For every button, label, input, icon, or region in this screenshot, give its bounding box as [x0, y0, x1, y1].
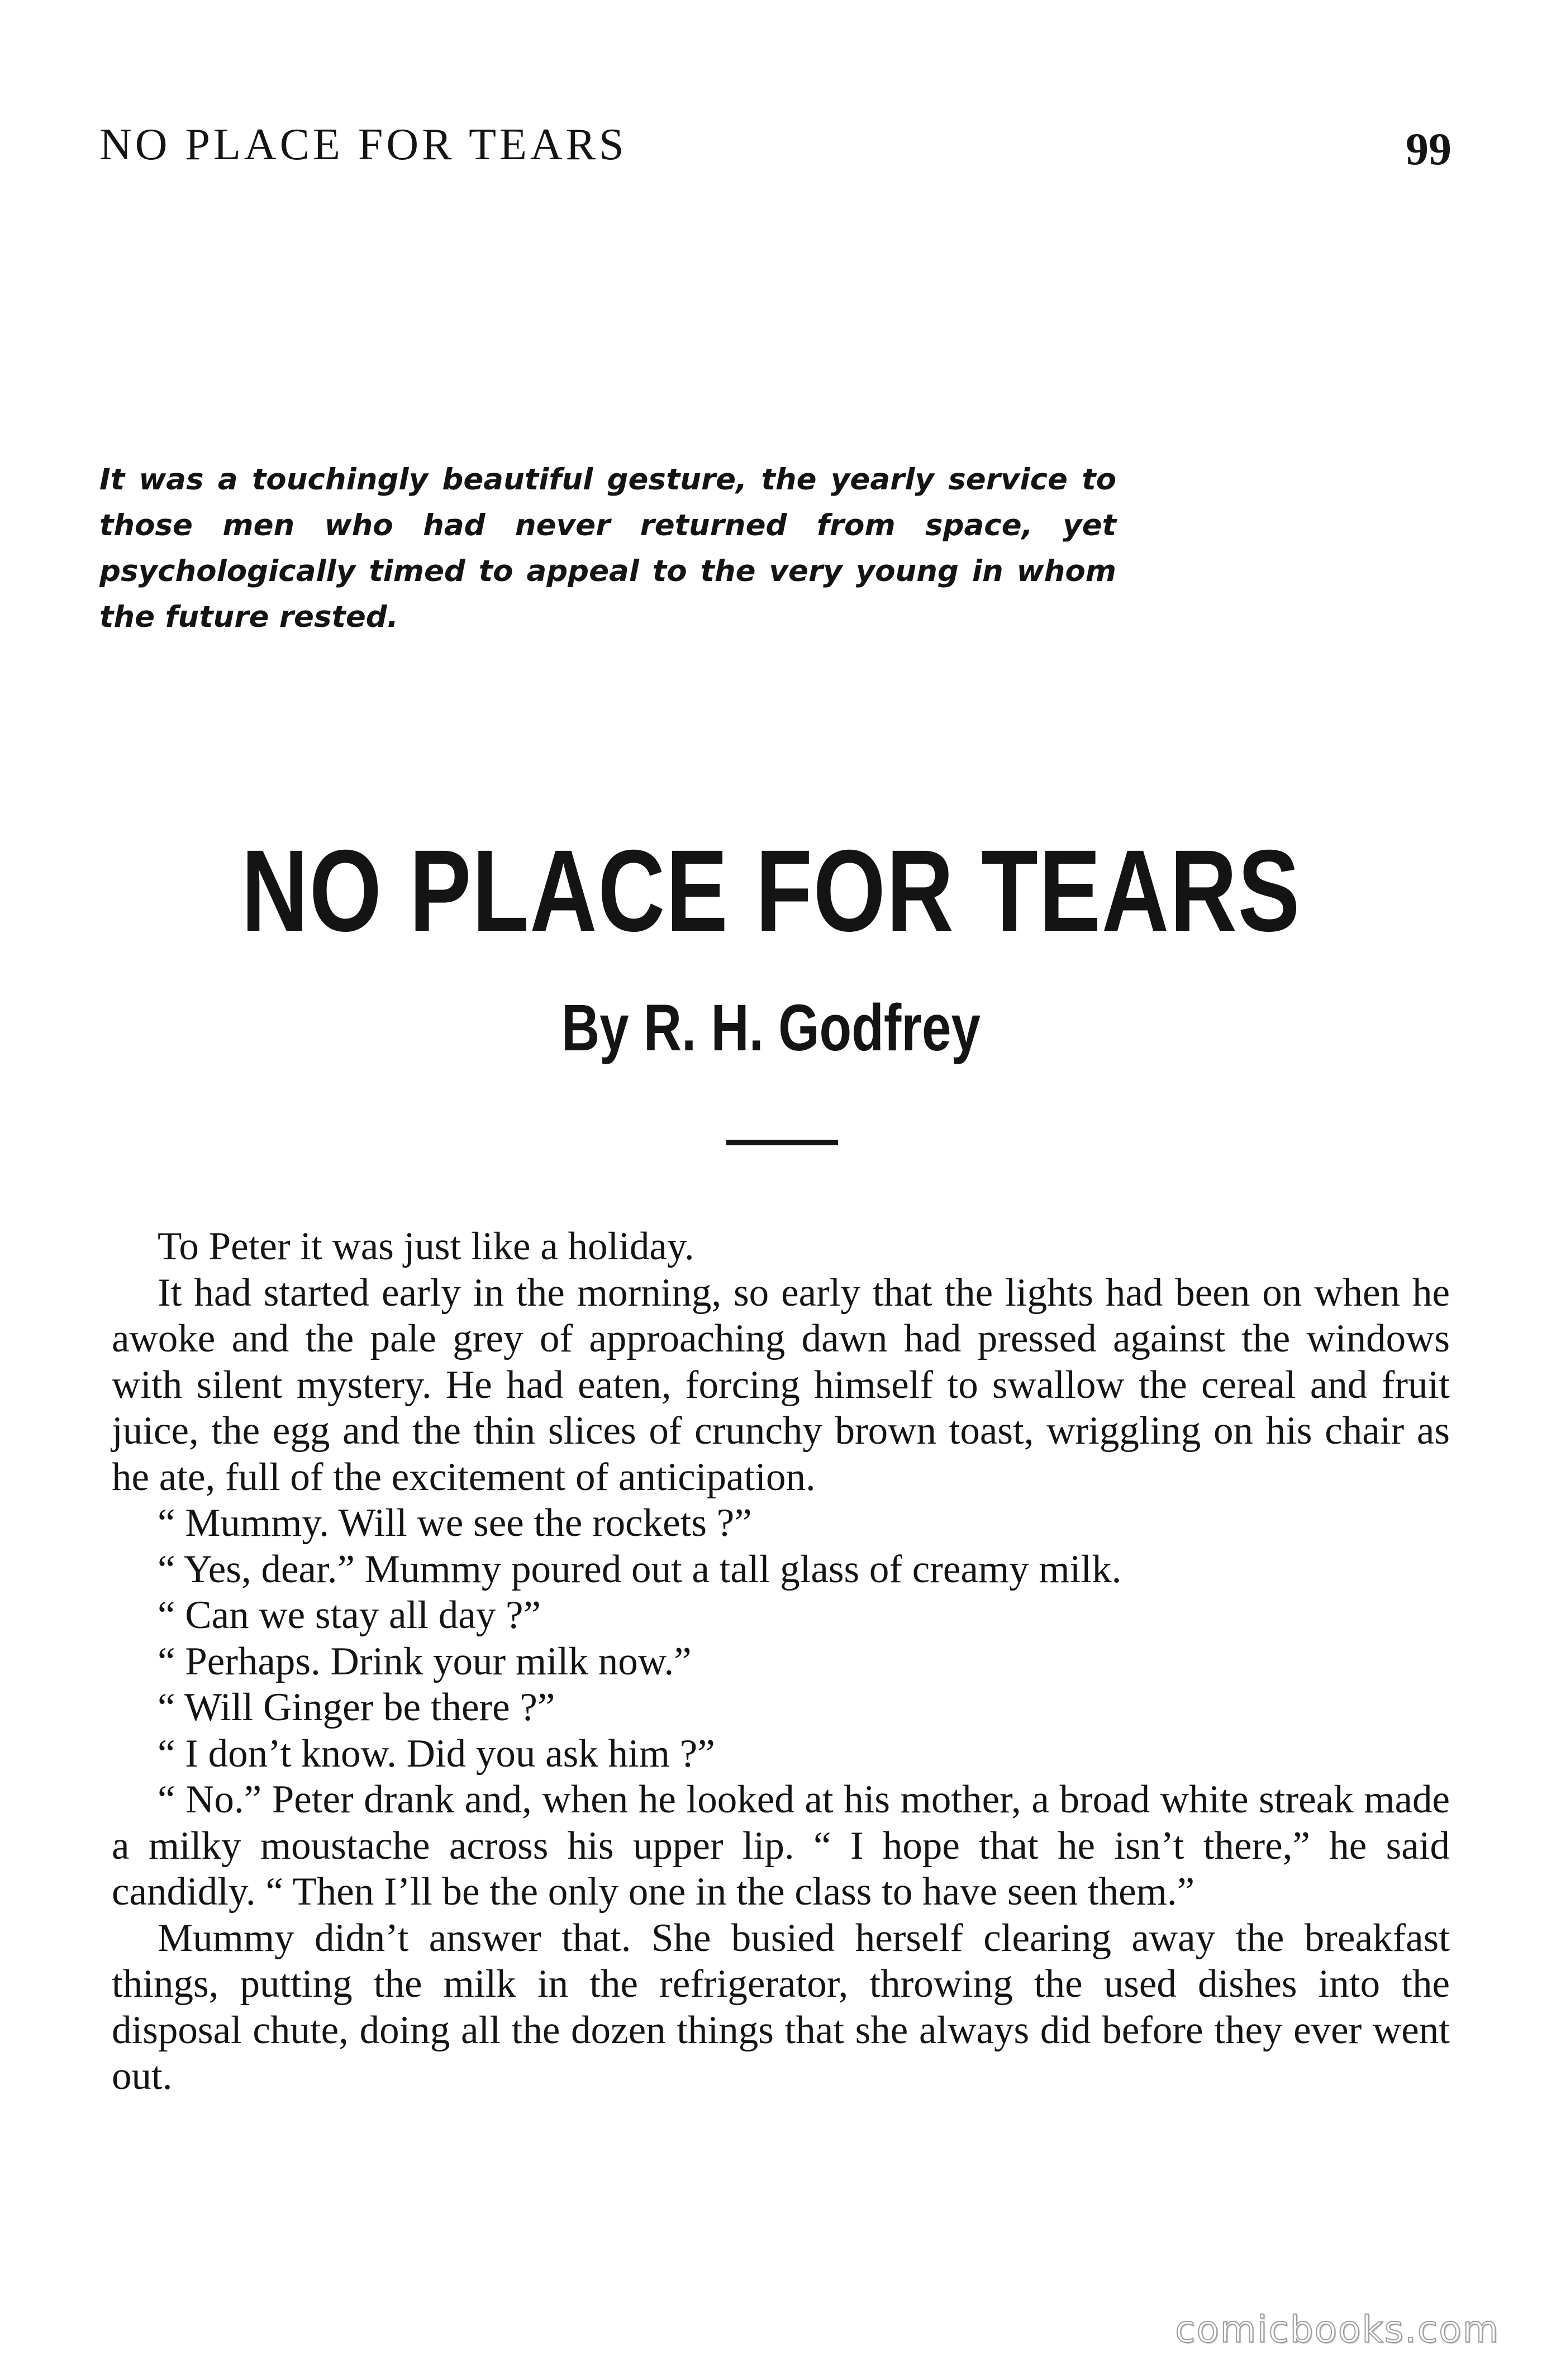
paragraph-6: “ Perhaps. Drink your milk now.”	[158, 1639, 692, 1683]
paragraph-1: To Peter it was just like a holiday.	[158, 1225, 694, 1268]
running-title: NO PLACE FOR TEARS	[99, 120, 627, 169]
paragraph-10: Mummy didn’t answer that. She busied herself clearing away the breakfast things, putting the milk in the refrigerator, throwing the used dishes into the disposal chute, doing all the dozen things that she always did before they ever went out.	[112, 1916, 1450, 2098]
paragraph-7: “ Will Ginger be there ?”	[158, 1686, 555, 1729]
title-divider	[726, 1140, 838, 1145]
paragraph-4: “ Yes, dear.” Mummy poured out a tall glass of creamy milk.	[158, 1547, 1122, 1591]
paragraph-5: “ Can we stay all day ?”	[158, 1593, 541, 1637]
paragraph-9: “ No.” Peter drank and, when he looked at his mother, a broad white streak made a milky moustache across his upper lip. “ I hope that he isn’t there,” he said candidly. “ Then I’ll be the only one in the class to have seen them.”	[112, 1778, 1450, 1913]
story-body	[112, 1224, 1450, 2100]
story-title: NO PLACE FOR TEARS	[241, 826, 1301, 956]
paragraph-8: “ I don’t know. Did you ask him ?”	[158, 1731, 715, 1776]
story-blurb: It was a touchingly beautiful gesture, the yearly service to those men who had never returned from space, yet psychologically timed to appeal to the very young in whom the future rested.	[99, 463, 1116, 634]
running-header	[99, 112, 1451, 173]
paragraph-3: “ Mummy. Will we see the rockets ?”	[158, 1501, 752, 1545]
story-byline: By R. H. Godfrey	[561, 991, 981, 1065]
site-watermark: comicbooks.com	[1175, 2308, 1500, 2351]
paragraph-2: It had started early in the morning, so early that the lights had been on when he awoke and the pale grey of approaching dawn had pressed against the windows with silent mystery. He had eaten, forcing himself to swallow the cereal and fruit juice, the egg and the thin slices of crunchy brown toast, wriggling on his chair as he ate, full of the excitement of anticipation.	[112, 1270, 1450, 1499]
page-number: 99	[1406, 123, 1451, 174]
